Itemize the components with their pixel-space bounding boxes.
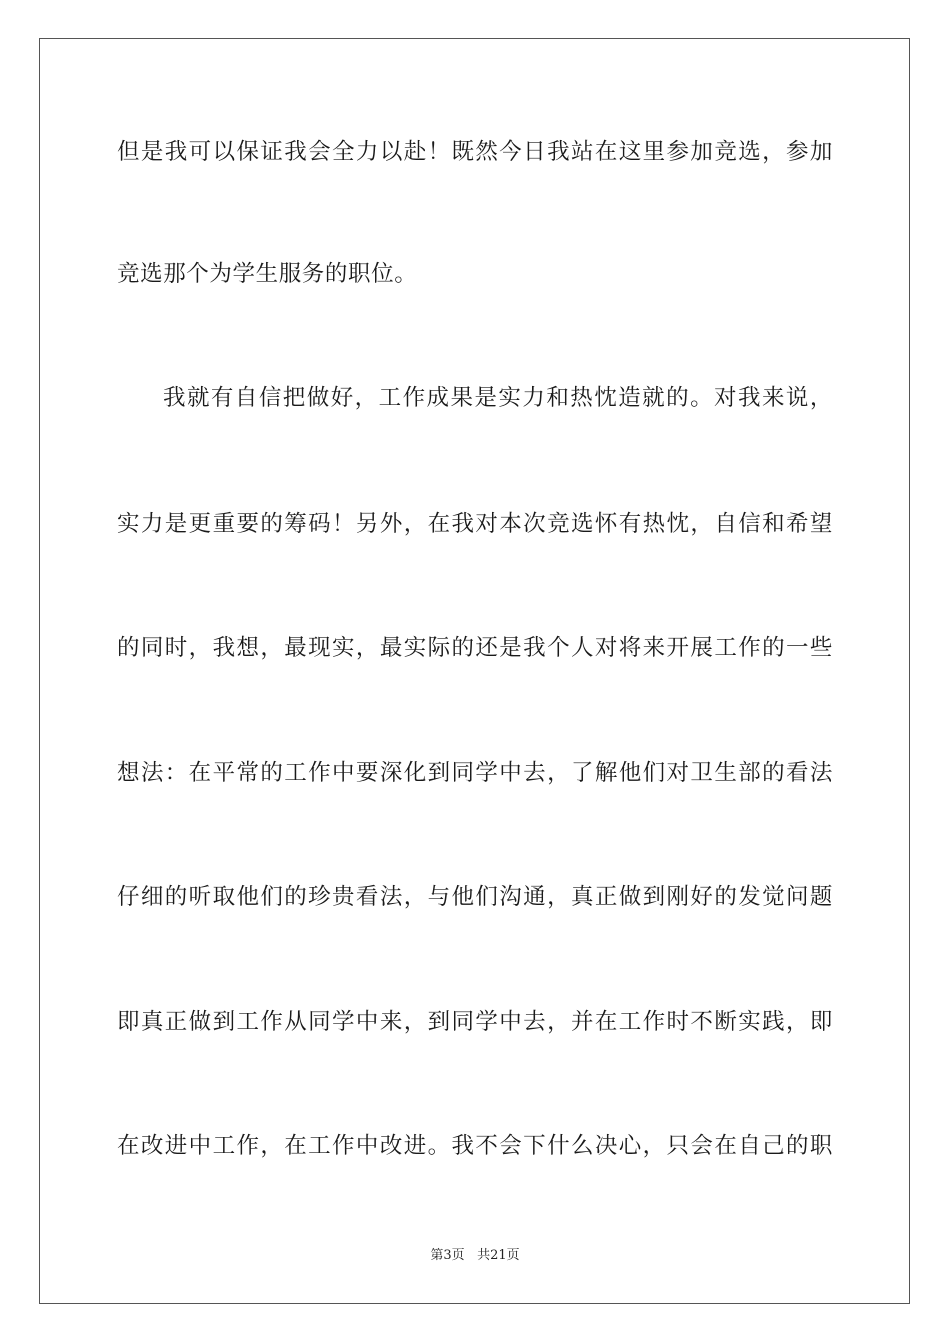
page-total: 共21页: [477, 1248, 520, 1263]
text-line-5: 的同时，我想，最现实，最实际的还是我个人对将来开展工作的一些: [117, 635, 833, 661]
page-footer: [0, 1247, 950, 1265]
text-line-6: 想法：在平常的工作中要深化到同学中去，了解他们对卫生部的看法: [117, 760, 833, 786]
text-line-4: 实力是更重要的筹码！另外，在我对本次竞选怀有热忱，自信和希望: [117, 511, 833, 537]
text-line-2: 竞选那个为学生服务的职位。: [117, 261, 418, 287]
text-line-8: 即真正做到工作从同学中来，到同学中去，并在工作时不断实践，即: [117, 1009, 833, 1035]
text-line-7: 仔细的听取他们的珍贵看法，与他们沟通，真正做到刚好的发觉问题: [117, 884, 833, 910]
text-line-9: 在改进中工作，在工作中改进。我不会下什么决心，只会在自己的职: [117, 1133, 833, 1159]
text-line-3: 我就有自信把做好，工作成果是实力和热忱造就的。对我来说，: [163, 385, 833, 411]
page-border: [39, 38, 910, 1304]
page-number: 第3页: [430, 1248, 465, 1263]
text-line-1: 但是我可以保证我会全力以赴！既然今日我站在这里参加竞选，参加: [117, 139, 833, 165]
